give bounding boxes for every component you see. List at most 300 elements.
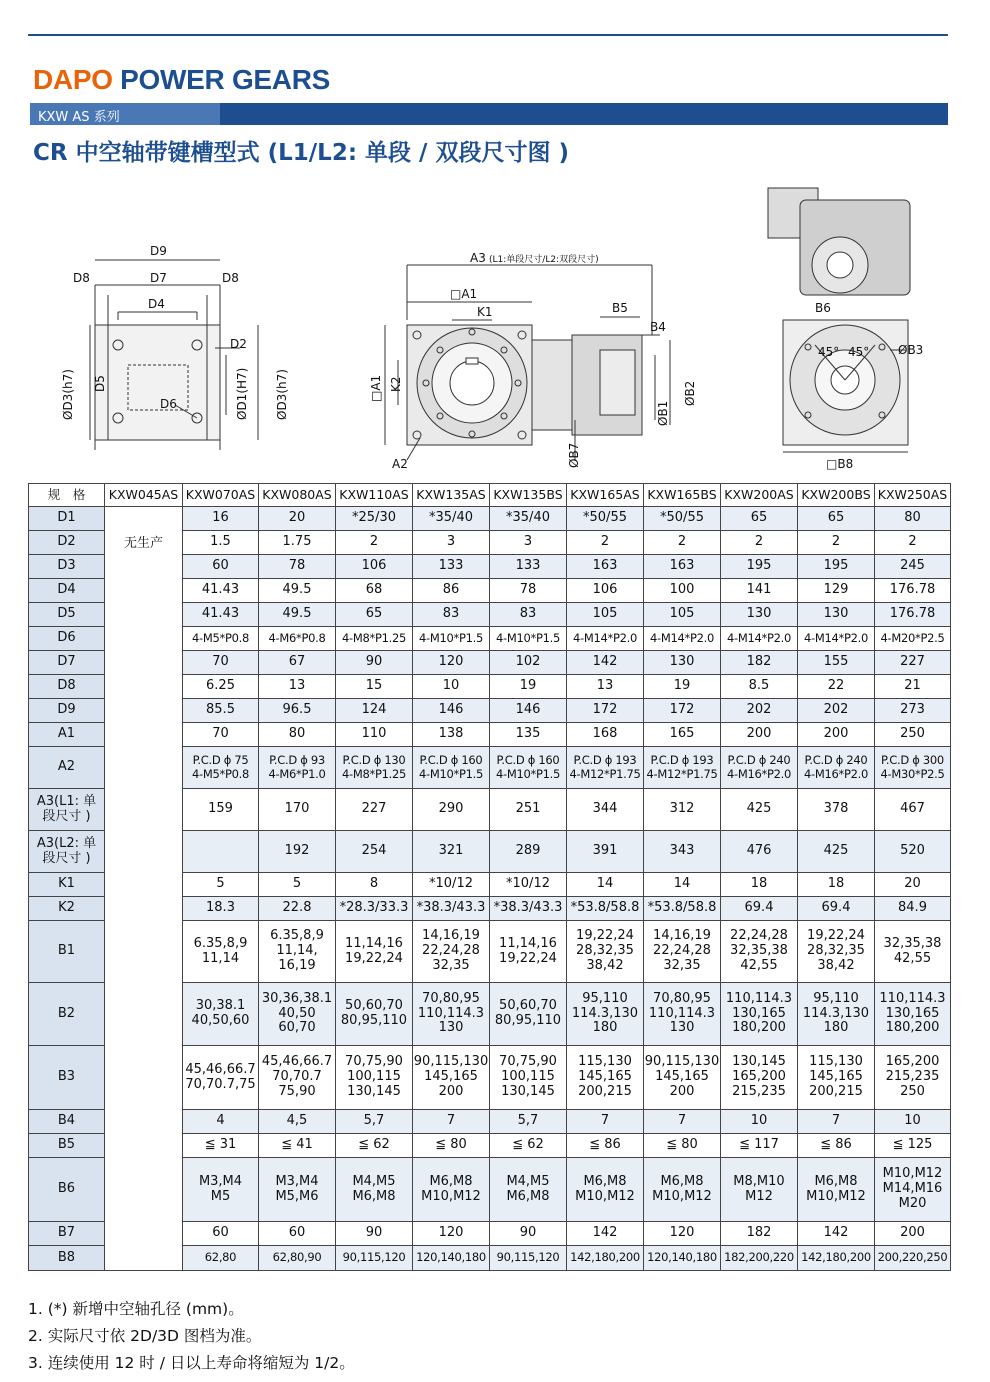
header-model: KXW110AS [336, 484, 413, 507]
table-cell: ≦ 125 [875, 1134, 951, 1158]
note-1: 1. (*) 新增中空轴孔径 (mm)。 [28, 1300, 244, 1318]
table-cell: P.C.D ϕ 75 4-M5*P0.8 [183, 747, 259, 789]
table-cell: 96.5 [259, 699, 336, 723]
brand-dapo: DAPO [33, 64, 113, 95]
table-cell: 14,16,19 22,24,28 32,35 [644, 921, 721, 983]
table-cell: 69.4 [721, 897, 798, 921]
table-cell: 142,180,200 [798, 1246, 875, 1271]
label-d8-left: D8 [73, 271, 90, 285]
table-cell: P.C.D ϕ 93 4-M6*P1.0 [259, 747, 336, 789]
header-model: KXW200AS [721, 484, 798, 507]
table-cell: 2 [567, 531, 644, 555]
table-cell: 142 [798, 1222, 875, 1246]
label-angle-1: 45° [818, 345, 840, 359]
table-cell: 106 [567, 579, 644, 603]
row-label: D1 [29, 507, 105, 531]
table-cell: 8.5 [721, 675, 798, 699]
table-cell: 115,130 145,165 200,215 [798, 1046, 875, 1110]
table-cell: 3 [413, 531, 490, 555]
table-cell: 391 [567, 831, 644, 873]
table-cell: ≦ 41 [259, 1134, 336, 1158]
table-cell: 146 [490, 699, 567, 723]
label-a1-side: □A1 [369, 374, 383, 402]
label-d8-right: D8 [222, 271, 239, 285]
table-cell: 4-M14*P2.0 [567, 627, 644, 651]
table-cell: 146 [413, 699, 490, 723]
table-cell: 202 [798, 699, 875, 723]
table-cell: 110,114.3 130,165 180,200 [721, 983, 798, 1046]
table-cell: P.C.D ϕ 160 4-M10*P1.5 [490, 747, 567, 789]
row-label: B5 [29, 1134, 105, 1158]
row-label: D7 [29, 651, 105, 675]
spec-table [28, 483, 951, 1271]
table-cell: 70,75,90 100,115 130,145 [490, 1046, 567, 1110]
table-cell: 90 [336, 651, 413, 675]
table-cell: 289 [490, 831, 567, 873]
table-cell: 130,145 165,200 215,235 [721, 1046, 798, 1110]
label-d7: D7 [150, 271, 167, 285]
table-cell: 4-M10*P1.5 [413, 627, 490, 651]
table-cell: 32,35,38 42,55 [875, 921, 951, 983]
table-cell: 200 [798, 723, 875, 747]
table-cell: 467 [875, 789, 951, 831]
table-cell: 78 [259, 555, 336, 579]
table-cell: M10,M12 M14,M16 M20 [875, 1158, 951, 1222]
no-production-cell: 无生产 [105, 507, 183, 1271]
table-cell: 312 [644, 789, 721, 831]
table-cell: *28.3/33.3 [336, 897, 413, 921]
table-cell: 18 [798, 873, 875, 897]
series-band [30, 103, 948, 125]
table-cell: 182,200,220 [721, 1246, 798, 1271]
table-cell: 168 [567, 723, 644, 747]
row-label: B3 [29, 1046, 105, 1110]
table-cell: P.C.D ϕ 193 4-M12*P1.75 [644, 747, 721, 789]
table-cell: 321 [413, 831, 490, 873]
table-cell: 4-M10*P1.5 [490, 627, 567, 651]
table-cell: 130 [798, 603, 875, 627]
label-angle-2: 45° [848, 345, 870, 359]
header-model: KXW165BS [644, 484, 721, 507]
label-b5: B5 [612, 301, 628, 315]
drawing-svg [0, 170, 990, 480]
table-cell: 67 [259, 651, 336, 675]
table-cell: 192 [259, 831, 336, 873]
label-k2: K2 [389, 376, 403, 392]
table-cell: 142 [567, 651, 644, 675]
row-label: D2 [29, 531, 105, 555]
table-cell: 5,7 [336, 1110, 413, 1134]
table-cell: *10/12 [490, 873, 567, 897]
table-cell: M6,M8 M10,M12 [567, 1158, 644, 1222]
label-a3-note: (L1:单段尺寸/L2:双段尺寸) [489, 255, 599, 265]
table-cell: 6.25 [183, 675, 259, 699]
table-cell: M3,M4 M5 [183, 1158, 259, 1222]
table-cell: *38.3/43.3 [413, 897, 490, 921]
header-model: KXW070AS [183, 484, 259, 507]
table-cell: ≦ 86 [798, 1134, 875, 1158]
table-cell: 227 [336, 789, 413, 831]
table-cell: 5 [259, 873, 336, 897]
row-label: D9 [29, 699, 105, 723]
table-cell: 130 [721, 603, 798, 627]
label-d3-left: ØD3(h7) [61, 369, 75, 420]
table-cell: 120 [644, 1222, 721, 1246]
table-cell: 49.5 [259, 603, 336, 627]
table-cell: 11,14,16 19,22,24 [336, 921, 413, 983]
table-cell: 120 [413, 1222, 490, 1246]
dimension-drawings [0, 170, 990, 480]
table-cell: 30,36,38.1 40,50 60,70 [259, 983, 336, 1046]
table-cell: 138 [413, 723, 490, 747]
table-cell: 10 [413, 675, 490, 699]
row-label: B6 [29, 1158, 105, 1222]
table-cell: 14 [567, 873, 644, 897]
label-b1: ØB1 [656, 400, 670, 426]
table-cell: 13 [259, 675, 336, 699]
header-model: KXW080AS [259, 484, 336, 507]
table-cell: 2 [644, 531, 721, 555]
table-cell: 6.35,8,9 11,14, 16,19 [259, 921, 336, 983]
table-cell: 86 [413, 579, 490, 603]
table-cell: 41.43 [183, 579, 259, 603]
table-cell: *25/30 [336, 507, 413, 531]
label-d1: ØD1(H7) [235, 367, 249, 420]
table-cell: 21 [875, 675, 951, 699]
table-cell: 378 [798, 789, 875, 831]
table-cell: P.C.D ϕ 160 4-M10*P1.5 [413, 747, 490, 789]
table-cell: 120,140,180 [413, 1246, 490, 1271]
table-cell: 141 [721, 579, 798, 603]
table-cell: *53.8/58.8 [567, 897, 644, 921]
table-cell: 11,14,16 19,22,24 [490, 921, 567, 983]
table-cell: 135 [490, 723, 567, 747]
table-cell: *35/40 [490, 507, 567, 531]
table-cell: 19,22,24 28,32,35 38,42 [567, 921, 644, 983]
table-cell: 170 [259, 789, 336, 831]
table-cell: 15 [336, 675, 413, 699]
brand-power-gears: POWER GEARS [112, 64, 331, 95]
header-model: KXW250AS [875, 484, 951, 507]
table-cell: M4,M5 M6,M8 [490, 1158, 567, 1222]
table-cell: P.C.D ϕ 240 4-M16*P2.0 [798, 747, 875, 789]
table-cell: 80 [875, 507, 951, 531]
table-cell: 142,180,200 [567, 1246, 644, 1271]
table-cell: 182 [721, 651, 798, 675]
table-cell: 202 [721, 699, 798, 723]
table-cell: 163 [567, 555, 644, 579]
series-tab [30, 103, 220, 125]
table-cell: 129 [798, 579, 875, 603]
table-cell: 1.75 [259, 531, 336, 555]
table-cell: 520 [875, 831, 951, 873]
table-cell: 4,5 [259, 1110, 336, 1134]
table-cell: 65 [336, 603, 413, 627]
table-cell: M6,M8 M10,M12 [644, 1158, 721, 1222]
table-cell: 200,220,250 [875, 1246, 951, 1271]
table-cell: 2 [721, 531, 798, 555]
table-cell: 19,22,24 28,32,35 38,42 [798, 921, 875, 983]
table-cell: 85.5 [183, 699, 259, 723]
table-cell: 13 [567, 675, 644, 699]
table-cell: 22 [798, 675, 875, 699]
table-cell: 176.78 [875, 603, 951, 627]
header-spec: 规 格 [29, 484, 105, 507]
label-d4: D4 [148, 297, 165, 311]
table-cell: 62,80,90 [259, 1246, 336, 1271]
footnotes [28, 1296, 355, 1377]
table-cell: 45,46,66.7 70,70.7 75,90 [259, 1046, 336, 1110]
table-cell: 60 [183, 555, 259, 579]
table-cell: 80 [259, 723, 336, 747]
table-cell: 2 [875, 531, 951, 555]
table-cell: M3,M4 M5,M6 [259, 1158, 336, 1222]
label-b8: □B8 [826, 457, 854, 471]
table-cell: 120 [413, 651, 490, 675]
table-cell: 70 [183, 651, 259, 675]
page-subtitle: CR 中空轴带键槽型式 (L1/L2: 单段 / 双段尺寸图 ) [33, 140, 569, 166]
table-cell: 18 [721, 873, 798, 897]
table-cell: *35/40 [413, 507, 490, 531]
table-cell: 4 [183, 1110, 259, 1134]
table-cell: 90 [336, 1222, 413, 1246]
row-label: B8 [29, 1246, 105, 1271]
table-cell: 159 [183, 789, 259, 831]
table-cell: 476 [721, 831, 798, 873]
header-model: KXW200BS [798, 484, 875, 507]
table-cell: 65 [798, 507, 875, 531]
table-cell: M6,M8 M10,M12 [413, 1158, 490, 1222]
table-cell: 2 [798, 531, 875, 555]
table-cell: P.C.D ϕ 240 4-M16*P2.0 [721, 747, 798, 789]
table-cell: ≦ 117 [721, 1134, 798, 1158]
table-cell: 172 [567, 699, 644, 723]
table-cell: M6,M8 M10,M12 [798, 1158, 875, 1222]
label-a1-top: □A1 [450, 287, 478, 301]
header-model: KXW135BS [490, 484, 567, 507]
table-cell: ≦ 80 [413, 1134, 490, 1158]
row-label: B1 [29, 921, 105, 983]
table-cell: 245 [875, 555, 951, 579]
table-cell: *38.3/43.3 [490, 897, 567, 921]
table-cell: ≦ 31 [183, 1134, 259, 1158]
table-cell: 69.4 [798, 897, 875, 921]
table-cell [183, 831, 259, 873]
table-cell: 22,24,28 32,35,38 42,55 [721, 921, 798, 983]
table-cell: 273 [875, 699, 951, 723]
table-cell: 124 [336, 699, 413, 723]
label-k1: K1 [477, 305, 493, 319]
label-a2: A2 [392, 457, 408, 471]
table-cell: M4,M5 M6,M8 [336, 1158, 413, 1222]
table-cell: 290 [413, 789, 490, 831]
table-cell: 4-M6*P0.8 [259, 627, 336, 651]
label-b2: ØB2 [683, 380, 697, 406]
table-row [29, 507, 951, 531]
table-cell: 130 [644, 651, 721, 675]
table-cell: 4-M14*P2.0 [798, 627, 875, 651]
table-cell: 19 [490, 675, 567, 699]
table-cell: 30,38.1 40,50,60 [183, 983, 259, 1046]
table-cell: 10 [721, 1110, 798, 1134]
row-label: A3(L1: 单 段尺寸 ) [29, 789, 105, 831]
table-cell: 60 [183, 1222, 259, 1246]
table-cell: ≦ 86 [567, 1134, 644, 1158]
table-cell: 6.35,8,9 11,14 [183, 921, 259, 983]
table-cell: 7 [413, 1110, 490, 1134]
label-b3: ØB3 [898, 343, 924, 357]
table-cell: 200 [875, 1222, 951, 1246]
table-cell: P.C.D ϕ 300 4-M30*P2.5 [875, 747, 951, 789]
table-cell: 50,60,70 80,95,110 [336, 983, 413, 1046]
row-label: B7 [29, 1222, 105, 1246]
table-cell: 251 [490, 789, 567, 831]
table-cell: ≦ 62 [336, 1134, 413, 1158]
label-d6: D6 [160, 397, 177, 411]
table-cell: 90,115,120 [490, 1246, 567, 1271]
table-cell: 62,80 [183, 1246, 259, 1271]
note-2: 2. 实际尺寸依 2D/3D 图档为准。 [28, 1327, 262, 1345]
label-a3: A3 [470, 251, 486, 265]
table-cell: 49.5 [259, 579, 336, 603]
table-cell: 102 [490, 651, 567, 675]
table-cell: 4-M8*P1.25 [336, 627, 413, 651]
table-cell: 90 [490, 1222, 567, 1246]
table-cell: 19 [644, 675, 721, 699]
header-model: KXW045AS [105, 484, 183, 507]
table-cell: 1.5 [183, 531, 259, 555]
table-cell: 70,80,95 110,114.3 130 [644, 983, 721, 1046]
table-cell: 90,115,120 [336, 1246, 413, 1271]
table-cell: 45,46,66.7 70,70.7,75 [183, 1046, 259, 1110]
table-cell: 110,114.3 130,165 180,200 [875, 983, 951, 1046]
table-cell: 172 [644, 699, 721, 723]
table-cell: 95,110 114.3,130 180 [567, 983, 644, 1046]
table-cell: 14 [644, 873, 721, 897]
table-cell: ≦ 62 [490, 1134, 567, 1158]
label-d3-right: ØD3(h7) [275, 369, 289, 420]
table-cell: 7 [798, 1110, 875, 1134]
table-cell: 90,115,130 145,165 200 [413, 1046, 490, 1110]
table-cell: 120,140,180 [644, 1246, 721, 1271]
table-cell: 4-M20*P2.5 [875, 627, 951, 651]
table-cell: 5,7 [490, 1110, 567, 1134]
table-cell: 165 [644, 723, 721, 747]
table-cell: 20 [259, 507, 336, 531]
header-model: KXW165AS [567, 484, 644, 507]
table-cell: 2 [336, 531, 413, 555]
table-cell: *10/12 [413, 873, 490, 897]
label-b4: B4 [650, 320, 666, 334]
table-cell: 50,60,70 80,95,110 [490, 983, 567, 1046]
table-cell: 84.9 [875, 897, 951, 921]
table-cell: 20 [875, 873, 951, 897]
table-cell: P.C.D ϕ 130 4-M8*P1.25 [336, 747, 413, 789]
table-cell: 200 [721, 723, 798, 747]
table-cell: 7 [644, 1110, 721, 1134]
table-cell: 65 [721, 507, 798, 531]
note-3: 3. 连续使用 12 时 / 日以上寿命将缩短为 1/2。 [28, 1354, 355, 1372]
table-cell: 4-M14*P2.0 [644, 627, 721, 651]
table-cell: 70 [183, 723, 259, 747]
table-cell: 7 [567, 1110, 644, 1134]
table-cell: 3 [490, 531, 567, 555]
table-cell: 70,80,95 110,114.3 130 [413, 983, 490, 1046]
table-cell: 83 [413, 603, 490, 627]
table-cell: 106 [336, 555, 413, 579]
table-cell: 133 [490, 555, 567, 579]
table-body [29, 507, 951, 1271]
table-cell: 227 [875, 651, 951, 675]
table-cell: 60 [259, 1222, 336, 1246]
table-cell: 142 [567, 1222, 644, 1246]
table-cell: 4-M5*P0.8 [183, 627, 259, 651]
table-cell: 16 [183, 507, 259, 531]
brand-title [33, 64, 330, 96]
table-cell: 100 [644, 579, 721, 603]
table-cell: 10 [875, 1110, 951, 1134]
series-tab-label: KXW AS 系列 [38, 110, 120, 125]
table-cell: *50/55 [644, 507, 721, 531]
label-b6: B6 [815, 301, 831, 315]
row-label: D3 [29, 555, 105, 579]
header-model: KXW135AS [413, 484, 490, 507]
table-cell: 90,115,130 145,165 200 [644, 1046, 721, 1110]
table-header-row [29, 484, 951, 507]
table-cell: 8 [336, 873, 413, 897]
row-label: B4 [29, 1110, 105, 1134]
top-rule [28, 34, 948, 36]
table-cell: *50/55 [567, 507, 644, 531]
table-cell: 425 [721, 789, 798, 831]
row-label: A2 [29, 747, 105, 789]
label-b7: ØB7 [567, 442, 581, 468]
table-cell: 14,16,19 22,24,28 32,35 [413, 921, 490, 983]
table-cell: 250 [875, 723, 951, 747]
table-cell: 425 [798, 831, 875, 873]
row-label: K1 [29, 873, 105, 897]
table-cell: 95,110 114.3,130 180 [798, 983, 875, 1046]
row-label: B2 [29, 983, 105, 1046]
row-label: A1 [29, 723, 105, 747]
table-cell: 22.8 [259, 897, 336, 921]
row-label: K2 [29, 897, 105, 921]
table-cell: 155 [798, 651, 875, 675]
table-cell: 5 [183, 873, 259, 897]
table-cell: 115,130 145,165 200,215 [567, 1046, 644, 1110]
table-cell: 41.43 [183, 603, 259, 627]
table-cell: P.C.D ϕ 193 4-M12*P1.75 [567, 747, 644, 789]
row-label: D6 [29, 627, 105, 651]
table-cell: 176.78 [875, 579, 951, 603]
table-cell: 110 [336, 723, 413, 747]
table-cell: 254 [336, 831, 413, 873]
table-cell: 68 [336, 579, 413, 603]
table-cell: 343 [644, 831, 721, 873]
table-cell: 105 [644, 603, 721, 627]
row-label: D8 [29, 675, 105, 699]
row-label: D4 [29, 579, 105, 603]
label-d9: D9 [150, 244, 167, 258]
table-cell: 195 [721, 555, 798, 579]
table-cell: *53.8/58.8 [644, 897, 721, 921]
table-cell: 344 [567, 789, 644, 831]
table-cell: 105 [567, 603, 644, 627]
table-cell: 78 [490, 579, 567, 603]
table-cell: 133 [413, 555, 490, 579]
label-d2: D2 [230, 337, 247, 351]
table-cell: 18.3 [183, 897, 259, 921]
